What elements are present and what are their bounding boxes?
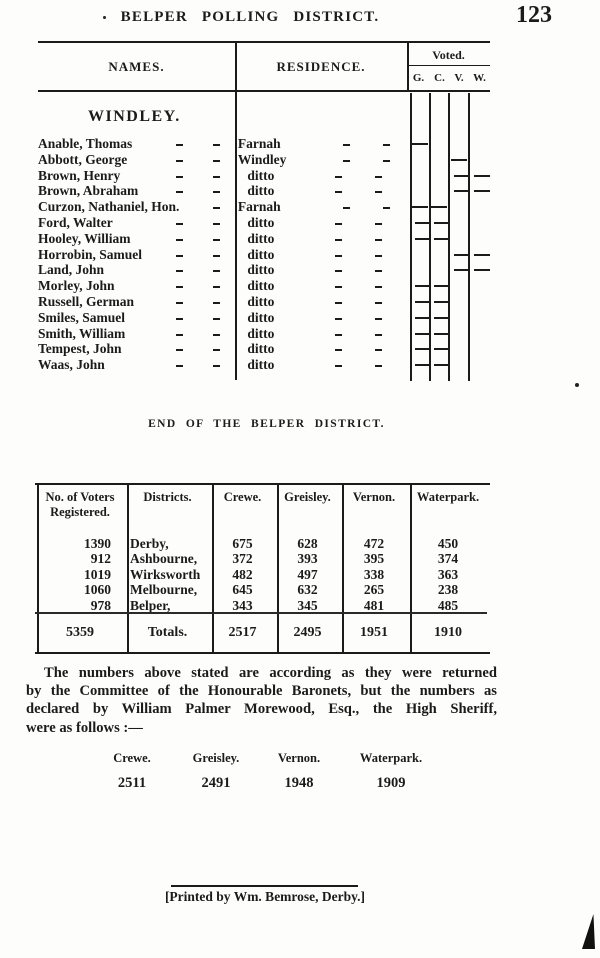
paragraph-line: were as follows :—: [26, 719, 143, 736]
sheriff-column-header: Vernon.: [277, 751, 321, 765]
totals-crewe: 2517: [228, 624, 257, 640]
leader-dash: [335, 191, 342, 193]
district-name: Wirksworth: [130, 566, 201, 582]
leader-dash: [176, 318, 183, 320]
waterpark-value: 238: [437, 582, 459, 598]
vote-marks-cell: [411, 357, 490, 373]
paragraph-line: declared by William Palmer Morewood, Esq., the High Sheriff,: [26, 701, 497, 718]
divider-residence-voted: [407, 43, 409, 90]
leader-dash: [176, 191, 183, 193]
table-row: [38, 357, 490, 373]
table-row: [35, 551, 490, 566]
voter-name-cell: Abbott, George: [38, 152, 233, 168]
voted-label: Voted.: [407, 43, 490, 66]
leader-dash: [176, 239, 183, 241]
residence-cell: ditto: [225, 183, 411, 199]
residence-cell: ditto: [225, 357, 411, 373]
residence-cell: ditto: [225, 326, 411, 342]
residence-cell: Farnah: [233, 199, 408, 215]
table-row: [38, 231, 490, 247]
poll-rows: [38, 136, 490, 373]
vote-col-w: W.: [473, 72, 486, 84]
poll-table: [38, 41, 490, 388]
summary-rows: [35, 520, 490, 613]
vote-col-g: G.: [412, 72, 425, 84]
leader-dash: [213, 191, 220, 193]
page-corner-blot: [582, 914, 595, 949]
vote-mark-c: [434, 348, 450, 350]
vote-mark-c: [434, 222, 450, 224]
crewe-value: 675: [232, 536, 253, 551]
leader-dash: [375, 318, 382, 320]
leader-dash: [176, 349, 183, 351]
leader-dash: [213, 239, 220, 241]
voter-name-cell: Ford, Walter: [38, 215, 225, 231]
ink-speck: [575, 383, 579, 387]
residence-column-header: RESIDENCE.: [276, 58, 366, 74]
totals-row: [35, 614, 490, 651]
residence-cell: ditto: [225, 341, 411, 357]
district-name: Belper,: [130, 597, 171, 613]
vote-marks-cell: [411, 341, 490, 357]
sheriff-column-value: 1909: [376, 775, 406, 791]
leader-dash: [335, 318, 342, 320]
voter-name-cell: Horrobin, Samuel: [38, 247, 225, 263]
sheriff-column: [263, 751, 335, 792]
leader-dash: [213, 349, 220, 351]
table-row: [38, 168, 490, 184]
table-row: [38, 262, 490, 278]
vote-mark-g: [415, 222, 431, 224]
vote-mark-c: [434, 285, 450, 287]
crewe-value: 343: [232, 597, 253, 613]
leader-dash: [375, 302, 382, 304]
vote-mark-g: [415, 285, 431, 287]
leader-dash: [213, 318, 220, 320]
table-row: [38, 326, 490, 342]
leader-dash: [375, 365, 382, 367]
crewe-value: 482: [232, 566, 253, 582]
sheriff-numbers-table: [0, 751, 600, 811]
leader-dash: [335, 302, 342, 304]
vote-col-c: C.: [434, 72, 445, 84]
district-name: Derby,: [130, 536, 169, 551]
voter-name-cell: Curzon, Nathaniel, Hon.: [38, 199, 233, 215]
leader-dash: [375, 286, 382, 288]
leader-dash: [375, 349, 382, 351]
leader-dash: [176, 286, 183, 288]
sheriff-column-value: 2511: [117, 775, 147, 791]
leader-dash: [213, 223, 220, 225]
voter-name-cell: Hooley, William: [38, 231, 225, 247]
residence-cell: ditto: [225, 294, 411, 310]
greisley-value: 393: [297, 551, 318, 567]
leader-dash: [343, 160, 350, 162]
registered-header: [35, 490, 125, 520]
greisley-value: 628: [297, 536, 318, 551]
leader-dash: [176, 365, 183, 367]
vote-subcolumns: [407, 66, 490, 90]
vote-mark-v: [451, 159, 467, 161]
sheriff-column-header: Waterpark.: [359, 751, 423, 765]
vote-mark-g: [415, 348, 431, 350]
district-name: Melbourne,: [130, 582, 198, 598]
table-row: [38, 199, 490, 215]
footer-rule: [171, 885, 358, 887]
voter-name-cell: Smiles, Samuel: [38, 310, 225, 326]
vote-marks-cell: [411, 183, 490, 199]
page-title: BELPER POLLING DISTRICT.: [120, 9, 380, 25]
table-row: [35, 567, 490, 582]
residence-cell: Windley: [233, 152, 408, 168]
vote-marks-cell: [408, 136, 490, 152]
table-row: [38, 152, 490, 168]
table-row: [38, 247, 490, 263]
vernon-value: 338: [363, 566, 385, 582]
leader-dash: [176, 270, 183, 272]
leader-dash: [213, 286, 220, 288]
sheriff-column: [180, 751, 252, 792]
leader-dash: [375, 176, 382, 178]
sheriff-column-value: 1948: [284, 775, 314, 791]
vote-marks-cell: [408, 152, 490, 168]
vote-mark-c: [434, 317, 450, 319]
leader-dash: [213, 365, 220, 367]
waterpark-value: 363: [437, 566, 459, 582]
leader-dash: [343, 207, 350, 209]
residence-cell: ditto: [225, 231, 411, 247]
leader-dash: [213, 255, 220, 257]
voter-name-cell: Brown, Henry: [38, 168, 225, 184]
totals-waterpark: 1910: [434, 624, 462, 640]
vote-mark-c: [434, 333, 450, 335]
vernon-value: 265: [363, 582, 385, 598]
table-row: [38, 136, 490, 152]
registered-value: 978: [90, 597, 111, 613]
greisley-value: 497: [297, 566, 318, 582]
vote-mark-g: [415, 364, 431, 366]
vote-mark-g: [415, 238, 431, 240]
leader-dash: [176, 160, 183, 162]
vote-marks-cell: [408, 199, 490, 215]
vote-marks-cell: [411, 278, 490, 294]
vote-marks-cell: [411, 310, 490, 326]
ink-speck: [103, 16, 106, 19]
vote-mark-g: [415, 301, 431, 303]
table-row: [38, 278, 490, 294]
poll-table-header: [38, 43, 490, 92]
leader-dash: [383, 144, 390, 146]
voter-name-cell: Russell, German: [38, 294, 225, 310]
vote-mark-g: [415, 317, 431, 319]
registered-value: 1390: [84, 536, 111, 551]
leader-dash: [213, 207, 220, 209]
page-number: 123: [516, 2, 552, 28]
sheriff-column: [98, 751, 166, 792]
residence-cell: ditto: [225, 168, 411, 184]
vote-mark-v: [454, 175, 470, 177]
voter-name-cell: Brown, Abraham: [38, 183, 225, 199]
vote-mark-c: [434, 238, 450, 240]
sheriff-column: [350, 751, 432, 792]
vote-marks-cell: [411, 247, 490, 263]
voter-name-cell: Smith, William: [38, 326, 225, 342]
leader-dash: [375, 223, 382, 225]
vote-mark-c: [431, 206, 447, 208]
vote-mark-v: [454, 190, 470, 192]
vote-mark-c: [434, 364, 450, 366]
voter-name-cell: Morley, John: [38, 278, 225, 294]
leader-dash: [176, 334, 183, 336]
vote-col-v: V.: [454, 72, 464, 84]
registered-header-line2: Registered.: [50, 505, 110, 519]
leader-dash: [213, 334, 220, 336]
residence-cell: ditto: [225, 247, 411, 263]
leader-dash: [213, 144, 220, 146]
table-row: [38, 183, 490, 199]
voted-column-header: [407, 43, 490, 90]
leader-dash: [375, 239, 382, 241]
vote-mark-w: [474, 190, 490, 192]
waterpark-header: Waterpark.: [416, 490, 480, 504]
leader-dash: [335, 349, 342, 351]
vernon-value: 481: [363, 597, 385, 613]
names-column-header: NAMES.: [108, 58, 165, 74]
totals-greisley: 2495: [293, 624, 322, 640]
leader-dash: [383, 160, 390, 162]
leader-dash: [176, 255, 183, 257]
end-of-district-note: END OF THE BELPER DISTRICT.: [148, 418, 385, 430]
residence-cell: ditto: [225, 262, 411, 278]
crewe-header: Crewe.: [223, 490, 262, 504]
leader-dash: [176, 302, 183, 304]
leader-dash: [375, 334, 382, 336]
districts-header: Districts.: [143, 490, 192, 504]
paragraph-line: by the Committee of the Honourable Baronets, but the numbers as: [26, 683, 497, 700]
leader-dash: [335, 286, 342, 288]
vernon-header: Vernon.: [352, 490, 396, 504]
vote-marks-cell: [411, 231, 490, 247]
registered-value: 912: [90, 551, 111, 567]
vernon-value: 395: [363, 551, 385, 567]
table-row: [35, 582, 490, 597]
leader-dash: [375, 191, 382, 193]
leader-dash: [375, 270, 382, 272]
registered-header-line1: No. of Voters: [45, 490, 115, 504]
leader-dash: [176, 176, 183, 178]
waterpark-value: 450: [437, 536, 459, 551]
leader-dash: [335, 365, 342, 367]
vote-mark-w: [474, 175, 490, 177]
paragraph-line: The numbers above stated are according as they were returned: [44, 665, 497, 681]
table-row: [38, 341, 490, 357]
totals-label: Totals.: [147, 624, 188, 640]
voter-name-cell: Waas, John: [38, 357, 225, 373]
sheriff-column-header: Crewe.: [113, 751, 151, 765]
voter-name-cell: Land, John: [38, 262, 225, 278]
leader-dash: [375, 255, 382, 257]
vote-mark-v: [454, 269, 470, 271]
leader-dash: [213, 160, 220, 162]
totals-registered: 5359: [66, 624, 94, 640]
residence-cell: ditto: [225, 310, 411, 326]
vote-marks-cell: [411, 262, 490, 278]
registered-value: 1019: [84, 566, 111, 582]
residence-cell: Farnah: [233, 136, 408, 152]
greisley-value: 345: [297, 597, 318, 613]
leader-dash: [335, 176, 342, 178]
vote-mark-c: [434, 301, 450, 303]
vote-marks-cell: [411, 294, 490, 310]
vote-mark-w: [474, 269, 490, 271]
leader-dash: [335, 270, 342, 272]
greisley-header: Greisley.: [284, 490, 331, 504]
vote-mark-g: [412, 143, 428, 145]
leader-dash: [383, 207, 390, 209]
residence-cell: ditto: [225, 278, 411, 294]
summary-header-row: [35, 485, 490, 520]
district-name: Ashbourne,: [130, 551, 198, 567]
crewe-value: 372: [232, 551, 253, 567]
vernon-value: 472: [363, 536, 385, 551]
district-section-heading: WINDLEY.: [88, 108, 181, 125]
vote-mark-w: [474, 254, 490, 256]
leader-dash: [335, 223, 342, 225]
leader-dash: [213, 176, 220, 178]
leader-dash: [213, 302, 220, 304]
vote-mark-g: [412, 206, 428, 208]
vote-mark-g: [415, 333, 431, 335]
leader-dash: [176, 223, 183, 225]
printer-imprint: [Printed by Wm. Bemrose, Derby.]: [164, 889, 366, 904]
waterpark-value: 485: [437, 597, 459, 613]
leader-dash: [335, 239, 342, 241]
table-row: [38, 294, 490, 310]
residence-cell: ditto: [225, 215, 411, 231]
vote-mark-v: [454, 254, 470, 256]
poll-table-body: [38, 93, 490, 373]
leader-dash: [335, 255, 342, 257]
voter-name-cell: Anable, Thomas: [38, 136, 233, 152]
registered-value: 1060: [84, 582, 111, 598]
table-row: [35, 598, 490, 613]
sheriff-column-header: Greisley.: [192, 751, 240, 765]
vote-marks-cell: [411, 215, 490, 231]
voter-name-cell: Tempest, John: [38, 341, 225, 357]
sheriff-paragraph: [26, 664, 497, 737]
leader-dash: [213, 270, 220, 272]
summary-table: [35, 483, 490, 654]
crewe-value: 645: [232, 582, 253, 598]
leader-dash: [335, 334, 342, 336]
waterpark-value: 374: [437, 551, 459, 567]
table-row: [38, 310, 490, 326]
leader-dash: [176, 144, 183, 146]
totals-vernon: 1951: [360, 624, 388, 640]
leader-dash: [343, 144, 350, 146]
table-row: [35, 536, 490, 551]
vote-marks-cell: [411, 168, 490, 184]
greisley-value: 632: [297, 582, 318, 598]
table-row: [38, 215, 490, 231]
sheriff-column-value: 2491: [201, 775, 231, 791]
vote-marks-cell: [411, 326, 490, 342]
